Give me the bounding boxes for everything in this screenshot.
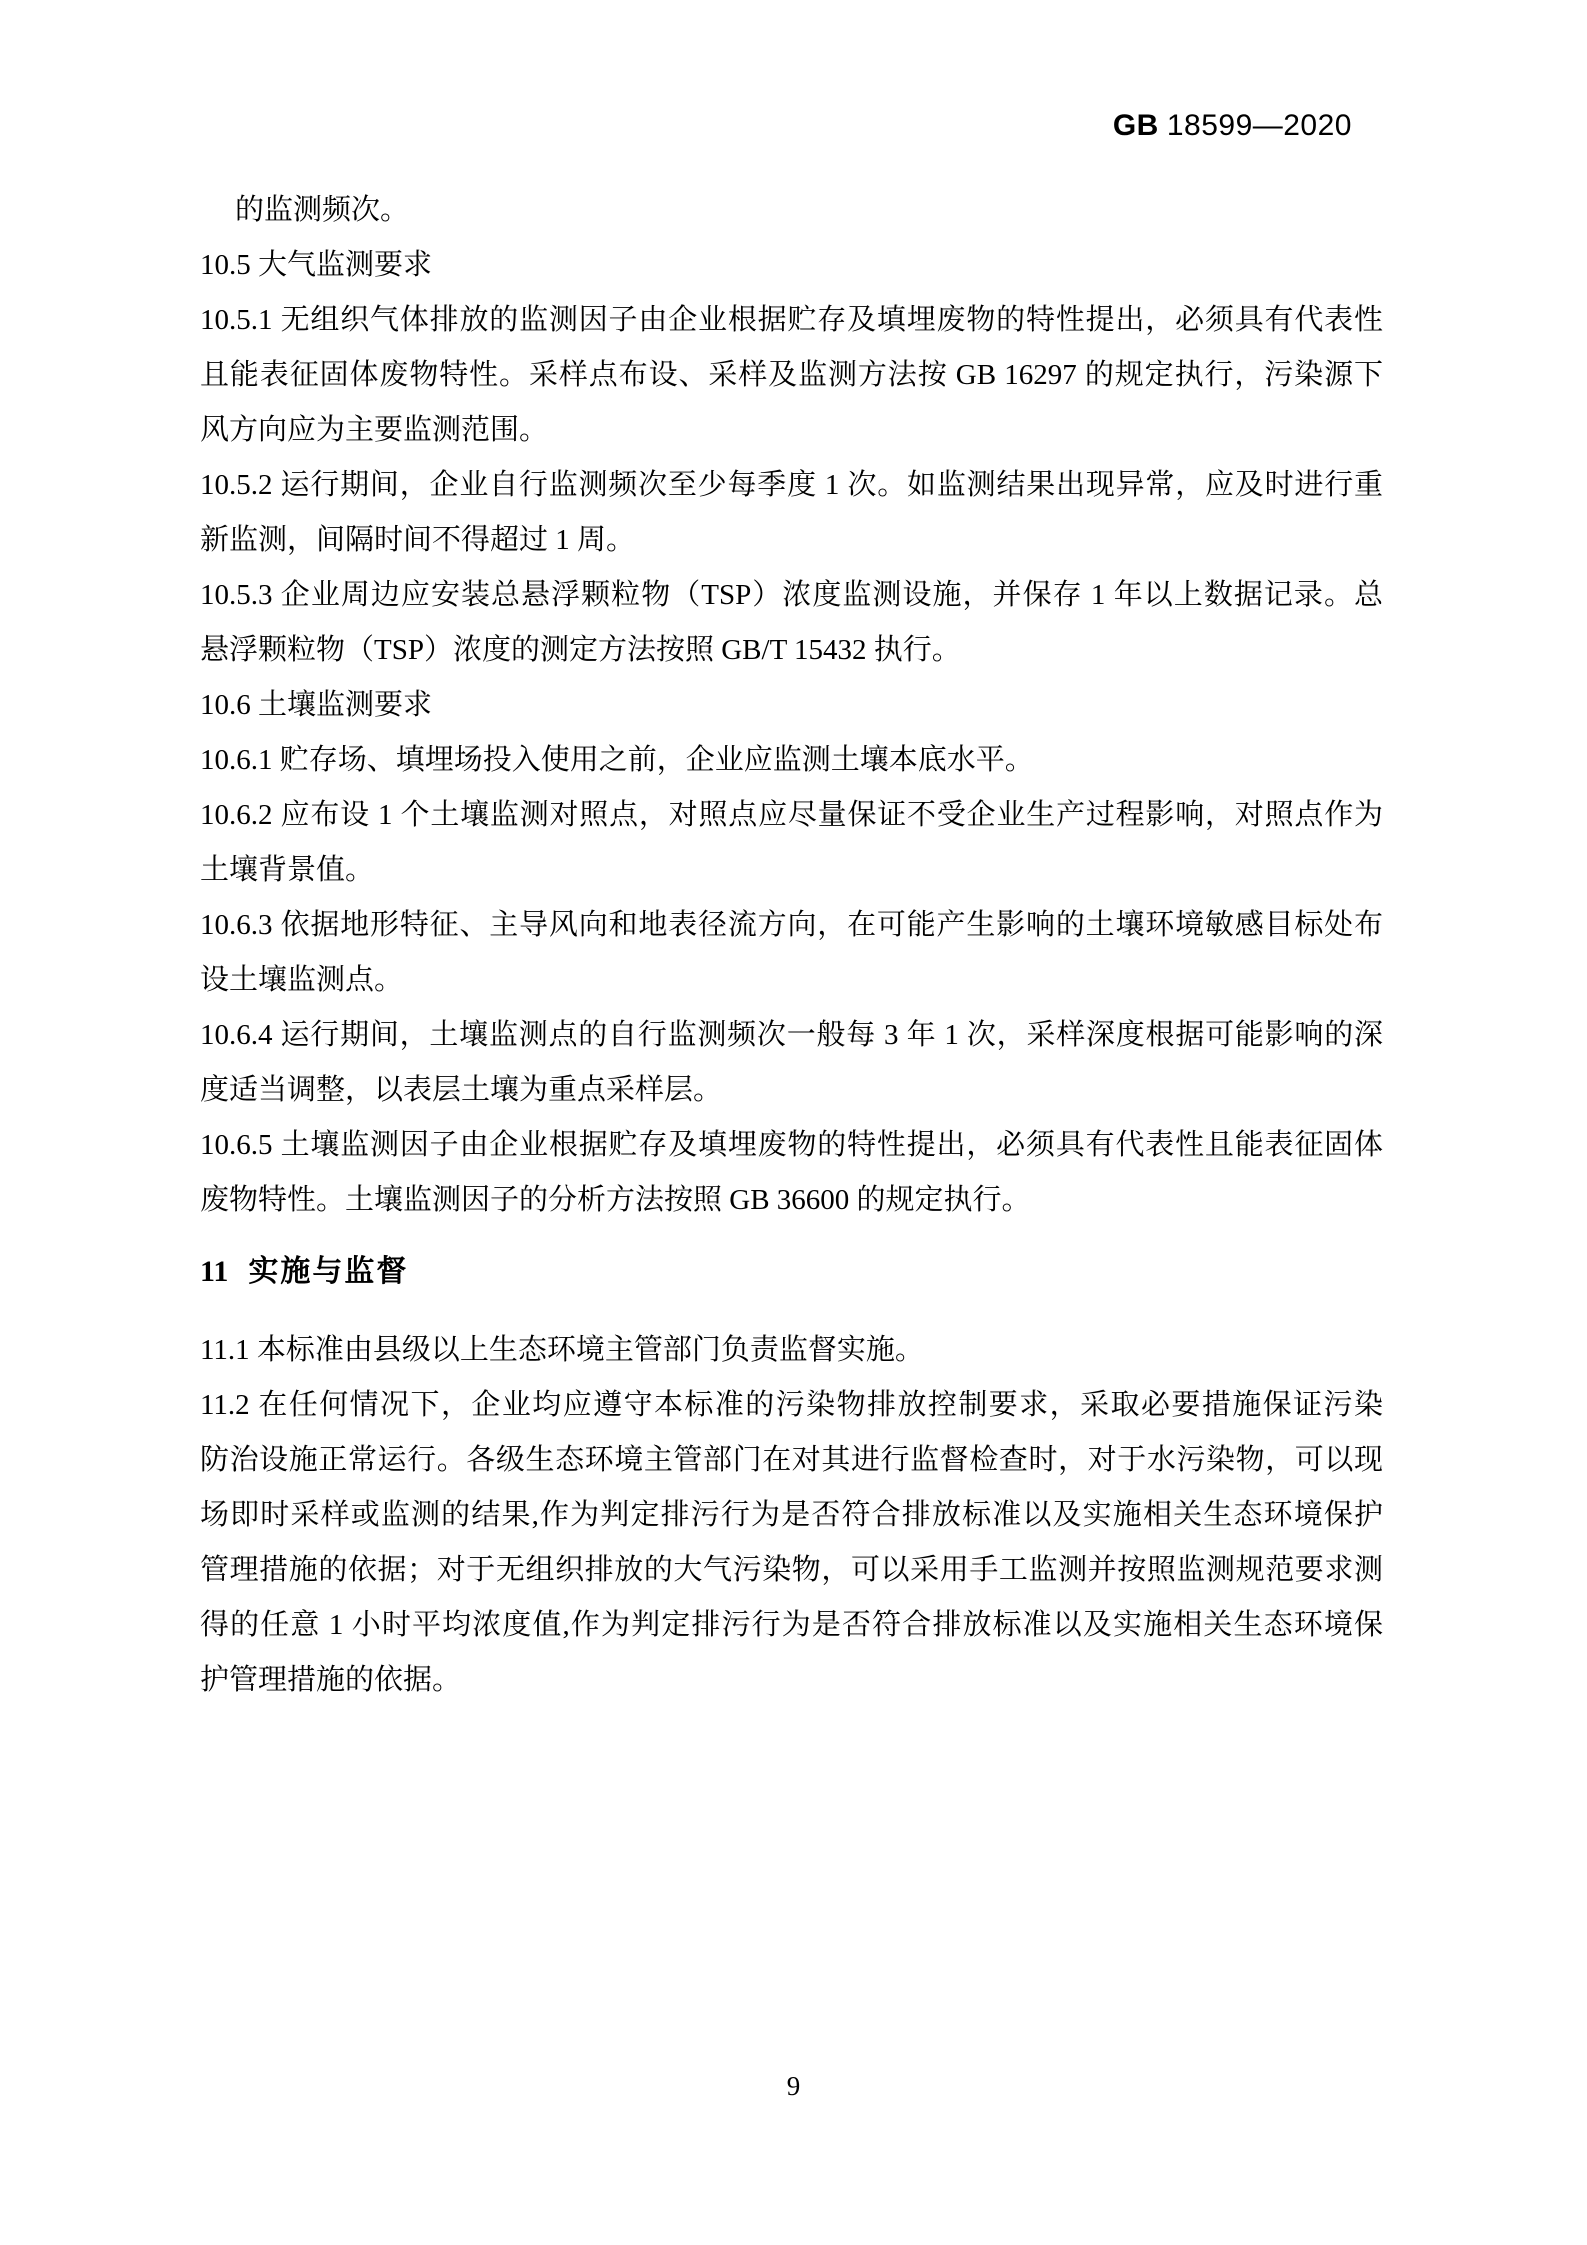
text-line: 10.6.5 土壤监测因子由企业根据贮存及填埋废物的特性提出，必须具有代表性且能表征固体	[200, 1129, 1383, 1161]
standard-code	[1113, 110, 1352, 142]
standard-code-number: 18599—2020	[1166, 109, 1352, 142]
text-line: 且能表征固体废物特性。采样点布设、采样及监测方法按 GB 16297 的规定执行，污染源下	[200, 359, 1383, 391]
text-line: 设土壤监测点。	[200, 964, 404, 996]
text-line: 悬浮颗粒物（TSP）浓度的测定方法按照 GB/T 15432 执行。	[200, 634, 961, 666]
document-body	[200, 183, 1383, 1708]
text-line: 10.6.4 运行期间，土壤监测点的自行监测频次一般每 3 年 1 次，采样深度根据可能影响的深	[200, 1019, 1383, 1051]
text-line: 得的任意 1 小时平均浓度值,作为判定排污行为是否符合排放标准以及实施相关生态环境保	[200, 1609, 1383, 1641]
text-line: 10.5.2 运行期间，企业自行监测频次至少每季度 1 次。如监测结果出现异常，应及时进行重	[200, 469, 1383, 501]
text-line: 护管理措施的依据。	[200, 1664, 462, 1696]
text-line: 的监测频次。	[235, 194, 410, 226]
text-line: 防治设施正常运行。各级生态环境主管部门在对其进行监督检查时，对于水污染物，可以现	[200, 1444, 1383, 1476]
text-line: 10.5.1 无组织气体排放的监测因子由企业根据贮存及填埋废物的特性提出，必须具有代表性	[200, 304, 1383, 336]
chapter-heading-11	[200, 1244, 1383, 1299]
chapter-title: 实施与监督	[248, 1255, 409, 1288]
section-heading-10-5: 10.5 大气监测要求	[200, 249, 433, 281]
text-line: 11.2 在任何情况下，企业均应遵守本标准的污染物排放控制要求，采取必要措施保证污染	[200, 1389, 1383, 1421]
text-line: 管理措施的依据；对于无组织排放的大气污染物，可以采用手工监测并按照监测规范要求测	[200, 1554, 1383, 1586]
text-line: 度适当调整，以表层土壤为重点采样层。	[200, 1074, 723, 1106]
section-heading-10-6: 10.6 土壤监测要求	[200, 689, 433, 721]
text-line: 废物特性。土壤监测因子的分析方法按照 GB 36600 的规定执行。	[200, 1184, 1031, 1216]
text-line: 10.6.1 贮存场、填埋场投入使用之前，企业应监测土壤本底水平。	[200, 744, 1034, 776]
text-line: 土壤背景值。	[200, 854, 375, 886]
text-line: 10.5.3 企业周边应安装总悬浮颗粒物（TSP）浓度监测设施，并保存 1 年以上数据记录。总	[200, 579, 1383, 611]
text-line: 11.1 本标准由县级以上生态环境主管部门负责监督实施。	[200, 1334, 924, 1366]
text-line: 10.6.2 应布设 1 个土壤监测对照点，对照点应尽量保证不受企业生产过程影响，对照点作为	[200, 799, 1383, 831]
text-line: 新监测，间隔时间不得超过 1 周。	[200, 524, 636, 556]
text-line: 风方向应为主要监测范围。	[200, 414, 549, 446]
page-number: 9	[786, 2071, 801, 2101]
text-line: 10.6.3 依据地形特征、主导风向和地表径流方向，在可能产生影响的土壤环境敏感目标处布	[200, 909, 1383, 941]
chapter-number: 11	[200, 1255, 229, 1288]
standard-code-prefix: GB	[1112, 109, 1159, 142]
text-line: 场即时采样或监测的结果,作为判定排污行为是否符合排放标准以及实施相关生态环境保护	[200, 1499, 1383, 1531]
